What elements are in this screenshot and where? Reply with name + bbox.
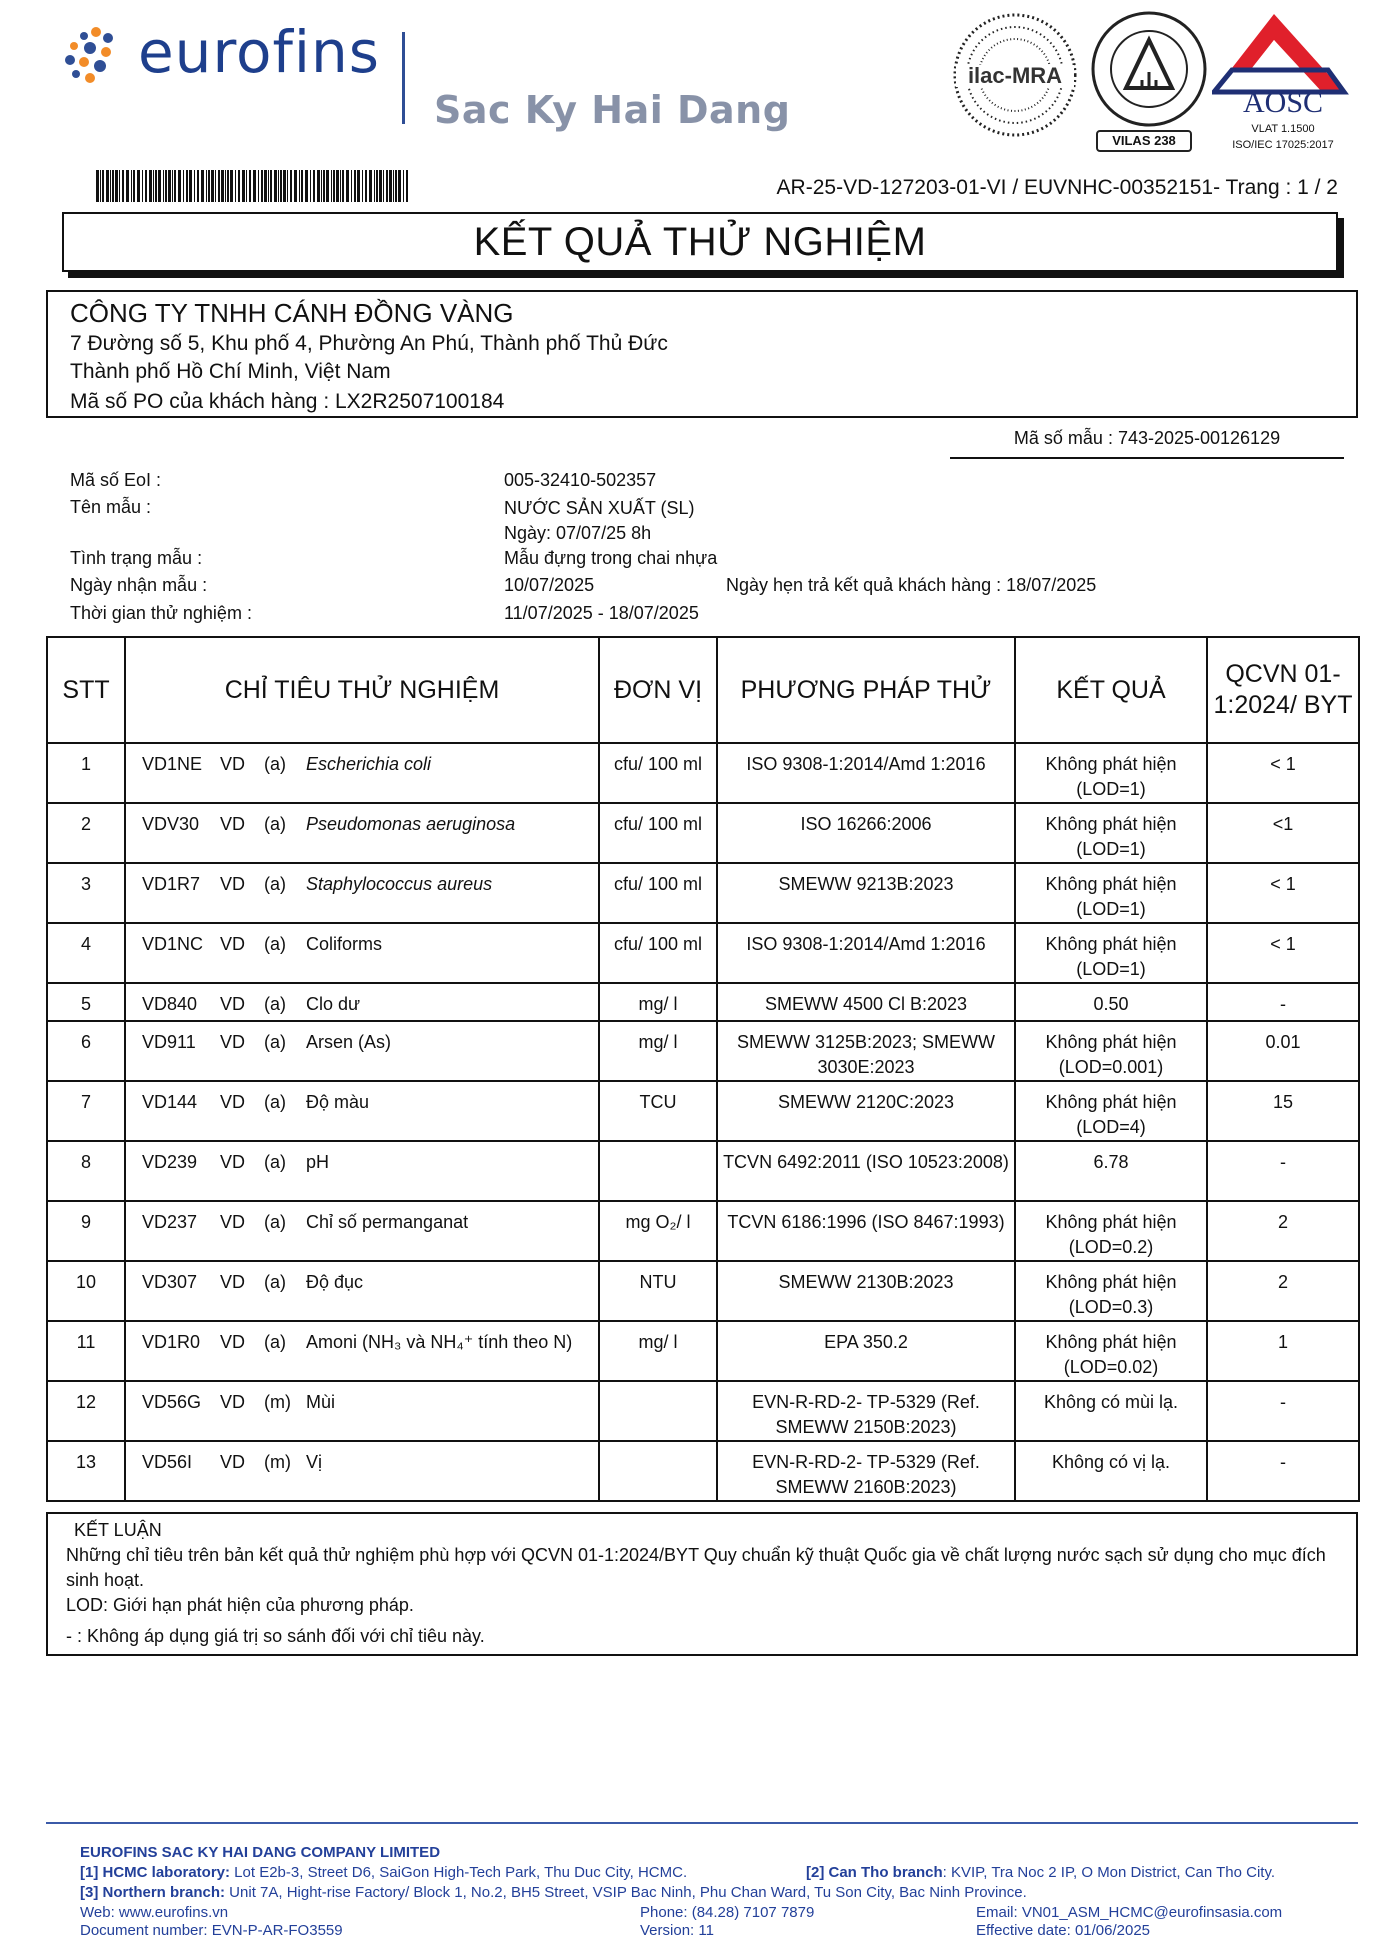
customer-address-line2: Thành phố Hồ Chí Minh, Việt Nam [70, 360, 391, 383]
row-method: ISO 9308-1:2014/Amd 1:2016 [717, 743, 1015, 803]
table-row [47, 743, 1359, 803]
test-period-value: 11/07/2025 - 18/07/2025 [504, 603, 699, 623]
footer-cantho-label: [2] Can Tho branch [806, 1864, 943, 1881]
page-title: KẾT QUẢ THỬ NGHIỆM [473, 220, 927, 264]
table-header-row [47, 637, 1359, 743]
row-unit [599, 1141, 717, 1201]
footer-company: EUROFINS SAC KY HAI DANG COMPANY LIMITED [80, 1844, 441, 1861]
row-indicator [125, 803, 599, 863]
eoi-label: Mã số EoI : [70, 470, 162, 490]
row-lab: VD [220, 1212, 246, 1232]
sub-brand: Sac Ky Hai Dang [434, 88, 791, 132]
sample-date-value: Ngày: 07/07/25 8h [504, 523, 652, 543]
row-result: Không phát hiện (LOD=1) [1015, 743, 1207, 803]
po-label: Mã số PO của khách hàng : [70, 390, 330, 413]
bureau-of-accreditation-seal-icon [1090, 10, 1208, 128]
row-result: Không phát hiện (LOD=0.001) [1015, 1021, 1207, 1081]
footer-north-label: [3] Northern branch: [80, 1884, 226, 1901]
row-stt: 3 [47, 863, 125, 923]
footer-hcmc [80, 1864, 687, 1881]
row-name: pH [306, 1152, 330, 1172]
conclusion-box [46, 1512, 1358, 1656]
eurofins-logo [62, 18, 402, 86]
row-name: Mùi [306, 1392, 336, 1412]
row-indicator [125, 1141, 599, 1201]
row-code: VD56I [142, 1452, 193, 1472]
table-row [47, 1141, 1359, 1201]
row-method: SMEWW 2130B:2023 [717, 1261, 1015, 1321]
row-accreditation: (a) [264, 1272, 286, 1292]
row-lab: VD [220, 1272, 246, 1292]
row-stt: 7 [47, 1081, 125, 1141]
row-method: EVN-R-RD-2- TP-5329 (Ref. SMEWW 2150B:2023) [717, 1381, 1015, 1441]
row-limit: 1 [1207, 1321, 1359, 1381]
row-accreditation: (a) [264, 754, 286, 774]
row-limit: - [1207, 983, 1359, 1021]
row-method: EVN-R-RD-2- TP-5329 (Ref. SMEWW 2160B:2023) [717, 1441, 1015, 1501]
row-limit: <1 [1207, 803, 1359, 863]
row-code: VD840 [142, 994, 198, 1014]
row-code: VD144 [142, 1092, 198, 1112]
row-code: VD239 [142, 1152, 198, 1172]
sample-name-value: NƯỚC SẢN XUẤT (SL) [504, 498, 695, 518]
row-result: Không phát hiện (LOD=0.2) [1015, 1201, 1207, 1261]
row-unit [599, 1381, 717, 1441]
row-result: 6.78 [1015, 1141, 1207, 1201]
conclusion-heading: KẾT LUẬN [74, 1520, 162, 1540]
row-limit: - [1207, 1441, 1359, 1501]
row-unit: mg/ l [599, 1021, 717, 1081]
footer-cantho [806, 1864, 1275, 1881]
row-accreditation: (a) [264, 1092, 286, 1112]
row-accreditation: (a) [264, 934, 286, 954]
footer-web[interactable]: Web: www.eurofins.vn [80, 1904, 229, 1921]
row-lab: VD [220, 1152, 246, 1172]
conclusion-text: Những chỉ tiêu trên bản kết quả thử nghiệm phù hợp với QCVN 01-1:2024/BYT Quy chuẩn kỹ thuật Quốc gia về chất lượng nước sạch sử dụng cho mục đích sinh hoạt. [66, 1545, 1326, 1590]
row-code: VD1NC [142, 934, 204, 954]
row-unit: cfu/ 100 ml [599, 923, 717, 983]
footer-north-value: Unit 7A, Hight-rise Factory/ Block 1, No.2, BH5 Street, VSIP Bac Ninh, Phu Chan Ward, Tu Son City, Bac Ninh Province. [225, 1884, 1027, 1901]
vilas-badge: VILAS 238 [1096, 130, 1192, 152]
customer-po [70, 386, 1334, 418]
row-code: VDV30 [142, 814, 200, 834]
row-result: Không phát hiện (LOD=4) [1015, 1081, 1207, 1141]
footer-hcmc-value: Lot E2b-3, Street D6, SaiGon High-Tech Park, Thu Duc City, HCMC. [230, 1864, 688, 1881]
row-limit: 0.01 [1207, 1021, 1359, 1081]
row-stt: 13 [47, 1441, 125, 1501]
row-result: Không phát hiện (LOD=0.02) [1015, 1321, 1207, 1381]
table-row [47, 1441, 1359, 1501]
customer-address-line1: 7 Đường số 5, Khu phố 4, Phường An Phú, Thành phố Thủ Đức [70, 332, 668, 355]
row-stt: 9 [47, 1201, 125, 1261]
row-stt: 10 [47, 1261, 125, 1321]
row-stt: 12 [47, 1381, 125, 1441]
row-indicator [125, 1261, 599, 1321]
row-lab: VD [220, 1032, 246, 1052]
row-method: TCVN 6492:2011 (ISO 10523:2008) [717, 1141, 1015, 1201]
row-code: VD1R0 [142, 1332, 201, 1352]
logo-divider [402, 32, 405, 124]
row-result: 0.50 [1015, 983, 1207, 1021]
row-unit: mg/ l [599, 983, 717, 1021]
table-row [47, 1321, 1359, 1381]
row-indicator [125, 1021, 599, 1081]
footer-north [80, 1884, 1027, 1901]
row-lab: VD [220, 1092, 246, 1112]
sample-status-value: Mẫu đựng trong chai nhựa [504, 548, 718, 568]
row-limit: - [1207, 1141, 1359, 1201]
row-stt: 6 [47, 1021, 125, 1081]
table-row [47, 1261, 1359, 1321]
table-row [47, 803, 1359, 863]
received-date-label: Ngày nhận mẫu : [70, 575, 208, 595]
table-row [47, 1201, 1359, 1261]
row-limit: 2 [1207, 1261, 1359, 1321]
row-code: VD1R7 [142, 874, 201, 894]
row-name: Arsen (As) [306, 1032, 392, 1052]
table-row [47, 863, 1359, 923]
header-stt: STT [47, 637, 125, 743]
row-unit: mg/ l [599, 1321, 717, 1381]
row-indicator [125, 743, 599, 803]
row-accreditation: (m) [264, 1452, 291, 1472]
sample-name-label: Tên mẫu : [70, 497, 152, 517]
customer-name: CÔNG TY TNHH CÁNH ĐỒNG VÀNG [70, 298, 514, 328]
row-lab: VD [220, 814, 246, 834]
row-limit: 15 [1207, 1081, 1359, 1141]
footer-docnum: Document number: EVN-P-AR-FO3559 [80, 1922, 343, 1939]
row-lab: VD [220, 874, 246, 894]
row-result: Không phát hiện (LOD=1) [1015, 863, 1207, 923]
row-stt: 4 [47, 923, 125, 983]
row-name: Pseudomonas aeruginosa [306, 814, 516, 834]
row-name: Staphylococcus aureus [306, 874, 493, 894]
row-indicator [125, 863, 599, 923]
ilac-mra-seal-icon [950, 10, 1080, 140]
row-code: VD307 [142, 1272, 198, 1292]
row-unit: TCU [599, 1081, 717, 1141]
row-indicator [125, 923, 599, 983]
title-box [62, 212, 1338, 272]
row-method: SMEWW 9213B:2023 [717, 863, 1015, 923]
row-indicator [125, 983, 599, 1021]
row-lab: VD [220, 1392, 246, 1412]
dash-note: - : Không áp dụng giá trị so sánh đối với chỉ tiêu này. [66, 1626, 485, 1646]
row-name: Vị [306, 1452, 323, 1472]
row-accreditation: (a) [264, 1152, 286, 1172]
row-method: ISO 9308-1:2014/Amd 1:2016 [717, 923, 1015, 983]
row-indicator [125, 1321, 599, 1381]
header-limit: QCVN 01-1:2024/ BYT [1207, 637, 1359, 743]
row-name: Độ màu [306, 1092, 370, 1112]
footer-version: Version: 11 [640, 1922, 714, 1939]
test-period-label: Thời gian thử nghiệm : [70, 603, 252, 623]
row-accreditation: (a) [264, 1032, 286, 1052]
row-accreditation: (a) [264, 994, 286, 1014]
row-method: TCVN 6186:1996 (ISO 8467:1993) [717, 1201, 1015, 1261]
row-name: Amoni (NH₃ và NH₄⁺ tính theo N) [306, 1332, 573, 1352]
received-date-value: 10/07/2025 [504, 575, 595, 595]
results-table [46, 636, 1360, 1502]
row-result: Không có vị lạ. [1015, 1441, 1207, 1501]
eurofins-dots-icon [62, 22, 126, 86]
footer-phone: Phone: (84.28) 7107 7879 [640, 1904, 815, 1921]
row-unit: cfu/ 100 ml [599, 863, 717, 923]
row-indicator [125, 1441, 599, 1501]
eoi-value: 005-32410-502357 [504, 470, 657, 490]
row-result: Không phát hiện (LOD=0.3) [1015, 1261, 1207, 1321]
row-stt: 8 [47, 1141, 125, 1201]
row-name: Escherichia coli [306, 754, 432, 774]
row-accreditation: (a) [264, 814, 286, 834]
row-limit: < 1 [1207, 923, 1359, 983]
footer-effective: Effective date: 01/06/2025 [976, 1922, 1151, 1939]
row-result: Không phát hiện (LOD=1) [1015, 803, 1207, 863]
row-indicator [125, 1381, 599, 1441]
row-method: EPA 350.2 [717, 1321, 1015, 1381]
aosc-label: AOSC [1242, 86, 1324, 119]
footer-hcmc-label: [1] HCMC laboratory: [80, 1864, 231, 1881]
row-lab: VD [220, 754, 246, 774]
row-code: VD237 [142, 1212, 198, 1232]
svg-text:ilac-MRA: ilac-MRA [967, 63, 1063, 88]
row-accreditation: (a) [264, 1332, 286, 1352]
table-row [47, 983, 1359, 1021]
header-indicator: CHỈ TIÊU THỬ NGHIỆM [125, 637, 599, 743]
row-unit: cfu/ 100 ml [599, 743, 717, 803]
row-lab: VD [220, 1332, 246, 1352]
row-accreditation: (a) [264, 1212, 286, 1232]
lod-note: LOD: Giới hạn phát hiện của phương pháp. [66, 1595, 414, 1615]
header-method: PHƯƠNG PHÁP THỬ [717, 637, 1015, 743]
row-limit: < 1 [1207, 743, 1359, 803]
row-stt: 2 [47, 803, 125, 863]
row-stt: 11 [47, 1321, 125, 1381]
table-row [47, 923, 1359, 983]
row-limit: - [1207, 1381, 1359, 1441]
row-indicator [125, 1081, 599, 1141]
footer-email[interactable]: Email: VN01_ASM_HCMC@eurofinsasia.com [976, 1904, 1283, 1921]
table-row [47, 1381, 1359, 1441]
row-name: Coliforms [306, 934, 383, 954]
row-code: VD911 [142, 1032, 196, 1052]
row-stt: 5 [47, 983, 125, 1021]
document-reference: AR-25-VD-127203-01-VI / EUVNHC-00352151- Trang : 1 / 2 [776, 176, 1338, 199]
po-value: LX2R2507100184 [335, 390, 505, 413]
aosc-vlat: VLAT 1.1500 [1251, 123, 1315, 135]
row-lab: VD [220, 994, 246, 1014]
row-limit: 2 [1207, 1201, 1359, 1261]
row-name: Độ đục [306, 1272, 364, 1292]
table-row [47, 1021, 1359, 1081]
row-lab: VD [220, 1452, 246, 1472]
row-method: SMEWW 4500 Cl B:2023 [717, 983, 1015, 1021]
row-code: VD1NE [142, 754, 203, 774]
row-method: SMEWW 2120C:2023 [717, 1081, 1015, 1141]
row-result: Không có mùi lạ. [1015, 1381, 1207, 1441]
row-stt: 1 [47, 743, 125, 803]
header-unit: ĐƠN VỊ [599, 637, 717, 743]
row-name: Clo dư [306, 994, 361, 1014]
row-unit: cfu/ 100 ml [599, 803, 717, 863]
aosc-iso: ISO/IEC 17025:2017 [1232, 139, 1334, 151]
row-lab: VD [220, 934, 246, 954]
customer-box [46, 290, 1358, 418]
brand-name: eurofins [138, 18, 381, 86]
row-method: ISO 16266:2006 [717, 803, 1015, 863]
footer-cantho-value: : KVIP, Tra Noc 2 IP, O Mon District, Can Tho City. [942, 1864, 1276, 1881]
due-date: Ngày hẹn trả kết quả khách hàng : 18/07/2025 [726, 575, 1097, 595]
row-name: Chỉ số permanganat [306, 1212, 469, 1232]
row-limit: < 1 [1207, 863, 1359, 923]
row-method: SMEWW 3125B:2023; SMEWW 3030E:2023 [717, 1021, 1015, 1081]
table-row [47, 1081, 1359, 1141]
row-accreditation: (m) [264, 1392, 291, 1412]
row-indicator [125, 1201, 599, 1261]
row-unit [599, 1441, 717, 1501]
sample-code: Mã số mẫu : 743-2025-00126129 [950, 428, 1344, 459]
sample-status-label: Tình trạng mẫu : [70, 548, 203, 568]
row-accreditation: (a) [264, 874, 286, 894]
row-unit: mg O₂/ l [599, 1201, 717, 1261]
row-code: VD56G [142, 1392, 202, 1412]
header-result: KẾT QUẢ [1015, 637, 1207, 743]
row-unit: NTU [599, 1261, 717, 1321]
row-result: Không phát hiện (LOD=1) [1015, 923, 1207, 983]
footer-divider [46, 1822, 1358, 1824]
barcode-icon [96, 170, 411, 202]
